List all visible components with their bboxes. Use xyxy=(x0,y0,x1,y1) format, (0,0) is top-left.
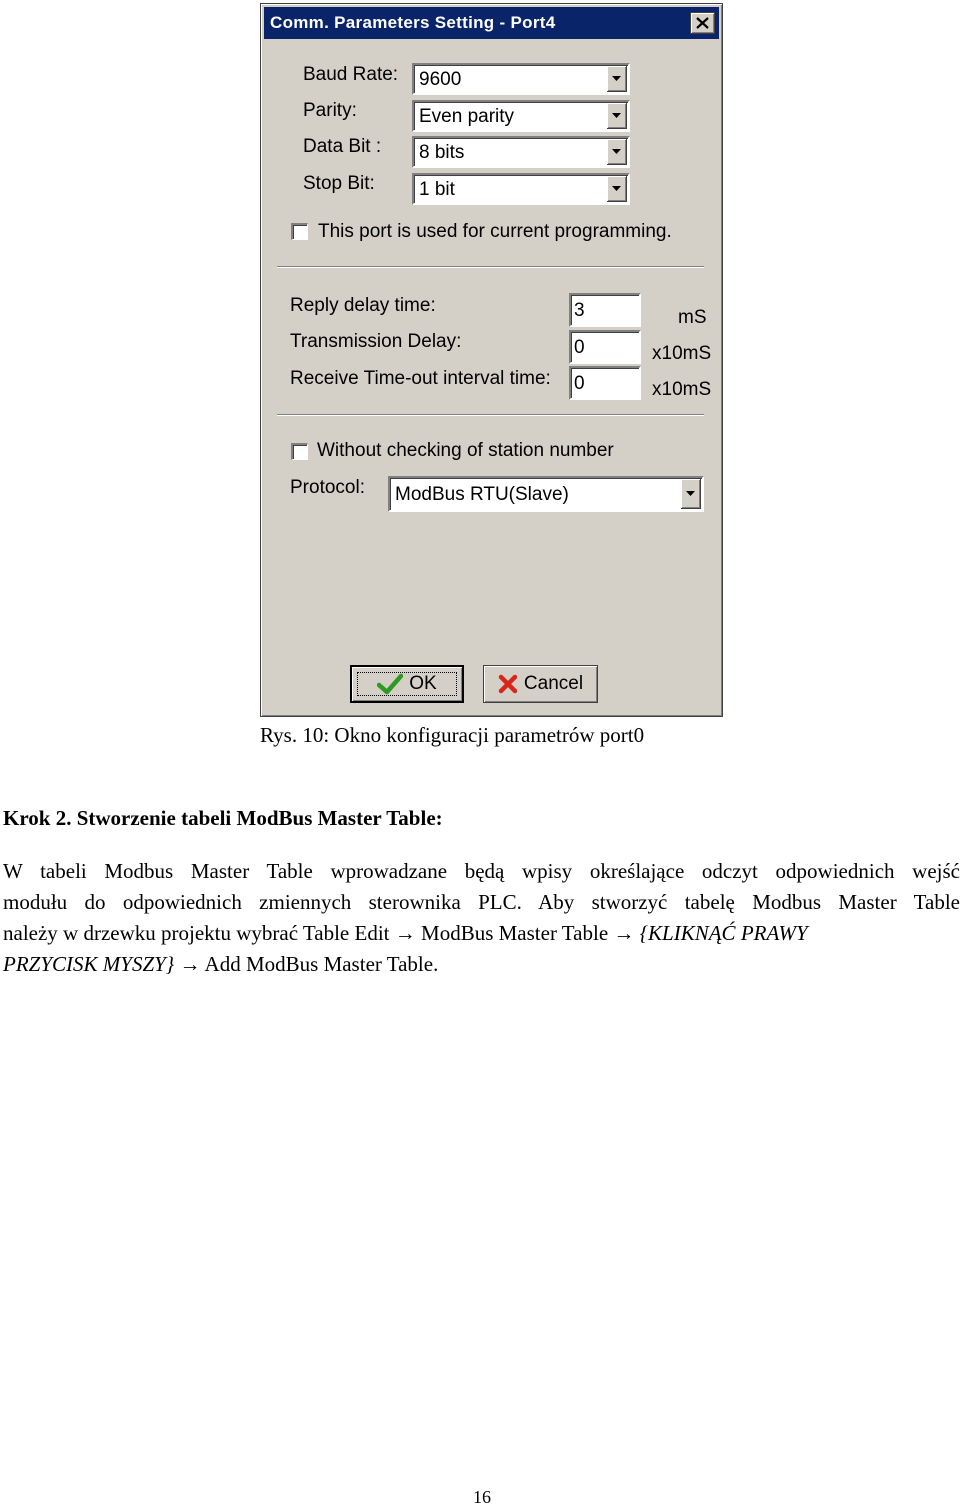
data-bit-value: 8 bits xyxy=(419,142,465,163)
protocol-value: ModBus RTU(Slave) xyxy=(395,484,569,505)
stop-bit-value: 1 bit xyxy=(419,179,455,200)
station-check-label: Without checking of station number xyxy=(317,440,614,461)
reply-delay-input[interactable] xyxy=(569,293,641,327)
data-bit-dropdown-button[interactable] xyxy=(607,139,627,165)
transmission-delay-unit: x10mS xyxy=(652,343,712,364)
stop-bit-select[interactable] xyxy=(412,173,630,205)
data-bit-label: Data Bit : xyxy=(303,136,382,157)
focus-rectangle xyxy=(357,672,457,696)
reply-delay-unit: mS xyxy=(678,307,707,328)
transmission-delay-label: Transmission Delay: xyxy=(290,331,462,352)
chevron-down-icon xyxy=(612,113,621,118)
parity-select[interactable] xyxy=(412,100,630,132)
programming-port-checkbox[interactable] xyxy=(291,223,308,240)
close-icon xyxy=(696,17,709,29)
body-paragraph xyxy=(3,856,960,980)
stop-bit-dropdown-button[interactable] xyxy=(607,176,627,202)
paragraph-emphasis: PRZYCISK MYSZY} xyxy=(3,952,175,976)
separator xyxy=(277,266,704,268)
baud-rate-select[interactable] xyxy=(412,63,630,95)
cancel-label: Cancel xyxy=(523,673,584,694)
reply-delay-label: Reply delay time: xyxy=(290,295,436,316)
paragraph-text: Add ModBus Master Table. xyxy=(204,952,439,976)
comm-parameters-dialog xyxy=(260,3,723,717)
arrow-icon: → xyxy=(394,921,416,945)
separator xyxy=(277,414,704,416)
chevron-down-icon xyxy=(612,149,621,154)
paragraph-emphasis: {KLIKNĄĆ PRAWY xyxy=(639,921,808,945)
transmission-delay-value: 0 xyxy=(574,337,585,358)
protocol-dropdown-button[interactable] xyxy=(681,479,701,509)
close-button[interactable] xyxy=(690,12,715,34)
protocol-select[interactable] xyxy=(388,476,704,512)
paragraph-line: W tabeli Modbus Master Table wprowadzane będą wpisy określające odczyt odpowiednich wejść xyxy=(3,859,960,883)
reply-delay-value: 3 xyxy=(574,300,585,321)
baud-rate-value: 9600 xyxy=(419,69,462,90)
transmission-delay-input[interactable] xyxy=(569,330,641,364)
ok-button[interactable] xyxy=(350,665,464,703)
programming-port-label: This port is used for current programming. xyxy=(318,221,672,242)
chevron-down-icon xyxy=(612,186,621,191)
ok-label: OK xyxy=(409,673,437,694)
step-heading: Krok 2. Stworzenie tabeli ModBus Master Table: xyxy=(3,806,443,830)
parity-label: Parity: xyxy=(303,100,357,121)
paragraph-line xyxy=(3,918,960,949)
parity-dropdown-button[interactable] xyxy=(607,103,627,129)
dialog-title: Comm. Parameters Setting - Port4 xyxy=(270,13,556,32)
paragraph-text: ModBus Master Table xyxy=(421,921,609,945)
figure-caption: Rys. 10: Okno konfiguracji parametrów port0 xyxy=(260,723,645,747)
page-number: 16 xyxy=(473,1487,491,1507)
protocol-label: Protocol: xyxy=(290,477,365,498)
data-bit-select[interactable] xyxy=(412,136,630,168)
receive-timeout-label: Receive Time-out interval time: xyxy=(290,368,551,389)
paragraph-line: modułu do odpowiednich zmiennych sterownika PLC. Aby stworzyć tabelę Modbus Master Table xyxy=(3,890,960,914)
stop-bit-label: Stop Bit: xyxy=(303,173,375,194)
cancel-button[interactable] xyxy=(483,665,598,703)
dialog-title-bar[interactable] xyxy=(264,7,719,39)
arrow-icon: → xyxy=(613,921,635,945)
paragraph-line xyxy=(3,949,960,980)
receive-timeout-input[interactable] xyxy=(569,366,641,400)
arrow-icon: → xyxy=(179,952,201,976)
cancel-x-icon xyxy=(498,674,518,694)
paragraph-text: należy w drzewku projektu wybrać Table Edit xyxy=(3,921,390,945)
receive-timeout-unit: x10mS xyxy=(652,379,712,400)
parity-value: Even parity xyxy=(419,106,515,127)
chevron-down-icon xyxy=(686,491,695,496)
receive-timeout-value: 0 xyxy=(574,373,585,394)
station-check-checkbox[interactable] xyxy=(291,443,308,460)
chevron-down-icon xyxy=(612,76,621,81)
baud-rate-label: Baud Rate: xyxy=(303,64,399,85)
baud-rate-dropdown-button[interactable] xyxy=(607,66,627,92)
